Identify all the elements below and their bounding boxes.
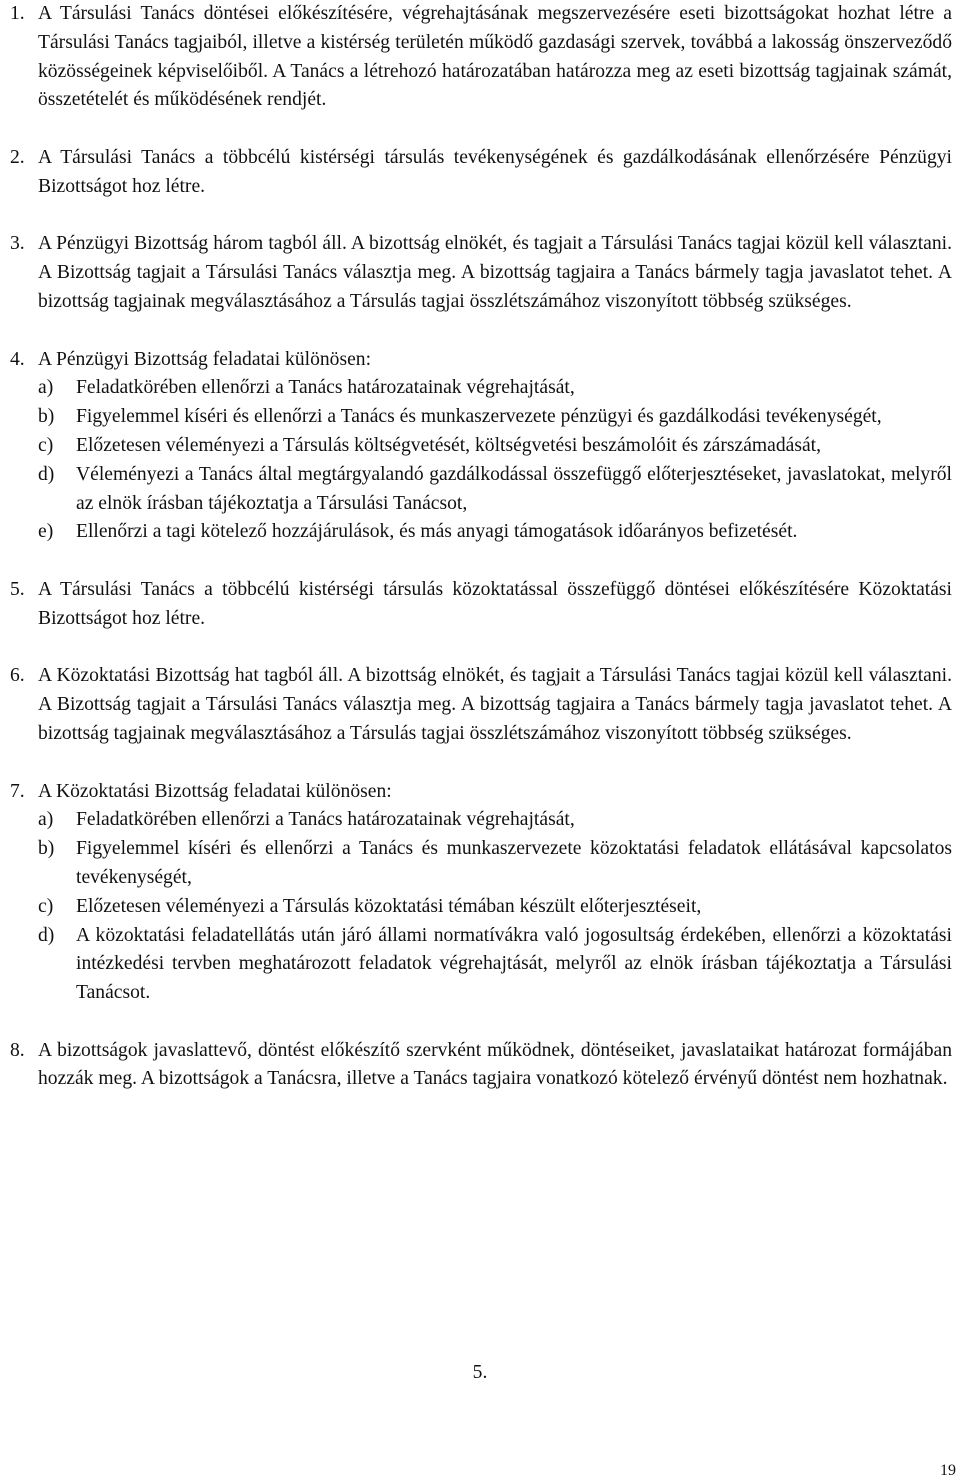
paragraph-5: [10, 576, 952, 634]
paragraph-number: 7.: [10, 780, 25, 802]
paragraph-text: A Társulási Tanács a többcélú kistérségi társulás közoktatással összefüggő döntései előkészítésére Közoktatási Bizottságot hoz létre.: [38, 578, 952, 629]
list-item-text: Figyelemmel kíséri és ellenőrzi a Tanács és munkaszervezete pénzügyi és gazdálkodási tevékenységét,: [76, 406, 882, 428]
list-item: [38, 806, 952, 835]
paragraph-8: [10, 1037, 952, 1095]
paragraph-3: [10, 230, 952, 316]
section-number: 5.: [472, 1362, 488, 1383]
page-number: 19: [940, 1462, 956, 1479]
list-item: [38, 403, 952, 432]
list-item-letter: e): [38, 521, 54, 543]
list-item: [38, 374, 952, 403]
list-item-text: Ellenőrzi a tagi kötelező hozzájárulások, és más anyagi támogatások időarányos befizetését.: [76, 521, 798, 543]
list-item-text: Előzetesen véleményezi a Társulás közoktatási témában készült előterjesztéseit,: [76, 895, 702, 917]
paragraph-text: A Társulási Tanács a többcélú kistérségi társulás tevékenységének és gazdálkodásának ellenőrzésére Pénzügyi Bizottságot hoz létre.: [38, 146, 952, 197]
list-item-text: Feladatkörében ellenőrzi a Tanács határozatainak végrehajtását,: [76, 377, 575, 399]
list-item-letter: b): [38, 838, 55, 860]
paragraph-number: 8.: [10, 1039, 25, 1061]
paragraph-number: 4.: [10, 348, 25, 370]
document-body: [10, 0, 952, 1123]
list-item: [38, 432, 952, 461]
list-item-letter: a): [38, 377, 54, 399]
paragraph-number: 5.: [10, 578, 25, 600]
paragraph-number: 6.: [10, 665, 25, 687]
paragraph-text: A bizottságok javaslattevő, döntést előkészítő szervként működnek, döntéseiket, javaslataikat határozat formájában hozzák meg. A bizottságok a Tanácsra, illetve a Tanács tagjaira vonatkozó kötelező érvényű döntést nem hozhatnak.: [38, 1039, 952, 1090]
paragraph-number: 1.: [10, 3, 25, 24]
paragraph-number: 3.: [10, 233, 25, 255]
paragraph-1: [10, 0, 952, 115]
list-item-letter: b): [38, 406, 55, 428]
paragraph-6: [10, 662, 952, 748]
list-item-text: Előzetesen véleményezi a Társulás költségvetését, költségvetési beszámolóit és zárszámadását,: [76, 434, 822, 456]
paragraph-text: A Közoktatási Bizottság hat tagból áll. A bizottság elnökét, és tagjait a Társulási Tanács tagjai közül kell választani. A Bizottság tagjait a Társulási Tanács választja meg. A bizottság tagjaira a Tanács bármely tagja javaslatot tehet. A bizottság tagjainak megválasztásához a Társulás tagjai összlétszámához viszonyított többség szükséges.: [38, 665, 952, 744]
paragraph-2: [10, 144, 952, 202]
paragraph-number: 2.: [10, 146, 25, 168]
paragraph-4: [10, 346, 952, 548]
list-item-letter: c): [38, 895, 54, 917]
list-item-letter: c): [38, 434, 54, 456]
list-item-text: A közoktatási feladatellátás után járó állami normatívákra való jogosultság érdekében, ellenőrzi a közoktatási intézkedési tervben meghatározott feladatok végrehajtását, melyről az elnök írásban tájékoztatja a Társulási Tanácsot.: [76, 924, 952, 1004]
list-item-text: Figyelemmel kíséri és ellenőrzi a Tanács és munkaszervezete közoktatási feladatok ellátásával kapcsolatos tevékenységét,: [76, 838, 952, 888]
list-item-text: Véleményezi a Tanács által megtárgyalandó gazdálkodással összefüggő előterjesztéseket, javaslatokat, melyről az elnök írásban tájékoztatja a Társulási Tanácsot,: [76, 463, 952, 514]
list-item: [38, 893, 952, 922]
list-item-letter: d): [38, 463, 55, 485]
list-item: [38, 461, 952, 519]
paragraph-text: A Pénzügyi Bizottság három tagból áll. A bizottság elnökét, és tagjait a Társulási Tanács tagjai közül kell választani. A Bizottság tagjait a Társulási Tanács választja meg. A bizottság tagjaira a Tanács bármely tagja javaslatot tehet. A bizottság tagjainak megválasztásához a Társulás tagjai összlétszámához viszonyított többség szükséges.: [38, 233, 952, 312]
paragraph-text: A Társulási Tanács döntései előkészítésére, végrehajtásának megszervezésére eseti bizottságokat hozhat létre a Társulási Tanács tagjaiból, illetve a kistérség területén működő gazdasági szervek, továbbá a lakosság önszerveződő közösségeinek képviselőiből. A Tanács a létrehozó határozatában határozza meg az eseti bizottság tagjainak számát, összetételét és működésének rendjét.: [38, 3, 952, 111]
paragraph-text: A Pénzügyi Bizottság feladatai különösen:: [38, 348, 372, 370]
list-item: [38, 922, 952, 1008]
list-item-letter: d): [38, 924, 55, 946]
paragraph-text: A Közoktatási Bizottság feladatai különösen:: [38, 780, 392, 802]
list-item: [38, 835, 952, 893]
list-item-letter: a): [38, 809, 54, 831]
list-item: [38, 518, 952, 547]
paragraph-7: [10, 778, 952, 1008]
list-item-text: Feladatkörében ellenőrzi a Tanács határozatainak végrehajtását,: [76, 809, 575, 831]
